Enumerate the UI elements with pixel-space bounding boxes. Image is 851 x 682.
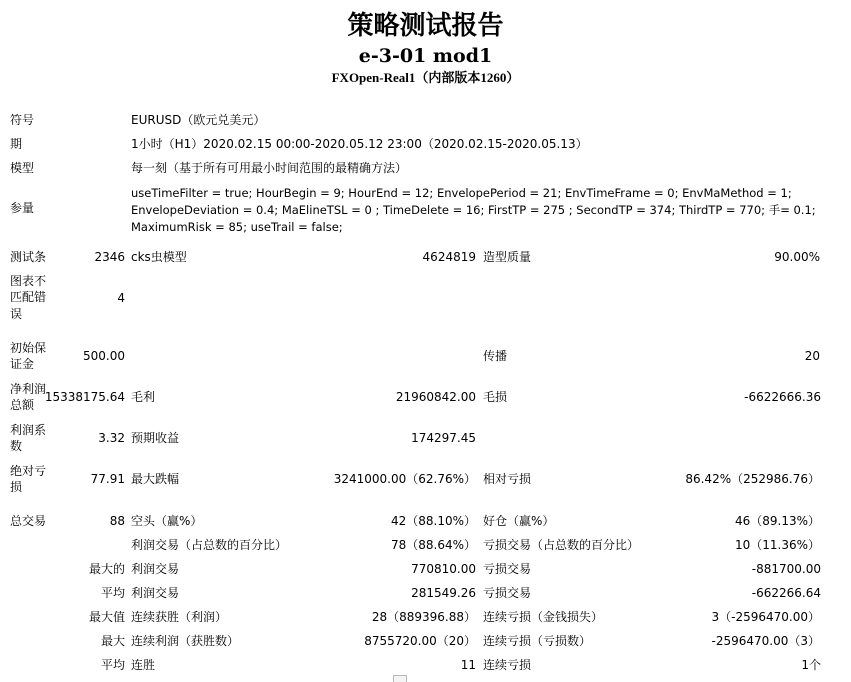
errors-value: 4 — [117, 291, 125, 305]
server-name: FXOpen-Real1（内部版本1260） — [331, 70, 520, 85]
largest-label: 最大的 — [88, 562, 125, 576]
avgcons-wins-value: 11 — [460, 658, 476, 672]
deposit-label-1: 初始保 — [10, 341, 47, 355]
ticks-value: 4624819 — [422, 250, 476, 264]
period-label: 期 — [10, 137, 23, 151]
reldd-label: 相对亏损 — [483, 472, 532, 486]
symbol-label: 符号 — [10, 113, 35, 127]
deposit-value: 500.00 — [83, 349, 125, 363]
spread-label: 传播 — [483, 349, 508, 363]
absdd-label-2: 损 — [10, 480, 23, 494]
pf-value: 3.32 — [98, 431, 125, 445]
avgcons-losses-label: 连续亏损 — [483, 658, 532, 672]
largest-profit-value: 770810.00 — [411, 562, 476, 576]
average-label: 平均 — [100, 586, 125, 600]
loss-trades-value: 10（11.36%） — [734, 538, 820, 552]
maxcons-losses-label: 连续亏损（金钱损失） — [483, 610, 604, 624]
maximal-loss-value: -2596470.00（3） — [711, 634, 820, 648]
params-label: 参量 — [10, 201, 35, 215]
params-line-2: EnvelopeDeviation = 0.4; MaElineTSL = 0 ; TimeDelete = 16; FirstTP = 275 ; SecondTP = 374; ThirdTP = 770; 手= 0.1; — [131, 203, 816, 217]
pf-label-1: 利润系 — [10, 423, 47, 437]
absdd-label-1: 绝对亏 — [10, 464, 47, 478]
maxcons-losses-value: 3（-2596470.00） — [711, 610, 820, 624]
absdd-value: 77.91 — [90, 472, 125, 486]
average-loss-label: 亏损交易 — [483, 586, 532, 600]
symbol-value: EURUSD（欧元兑美元） — [131, 113, 266, 127]
maximal-profit-value: 8755720.00（20） — [364, 634, 476, 648]
average-profit-label: 利润交易 — [131, 586, 180, 600]
expected-value: 174297.45 — [411, 431, 476, 445]
bars-label: 测试条 — [10, 250, 47, 264]
loss-trades-label: 亏损交易（占总数的百分比） — [483, 538, 640, 552]
deposit-label-2: 证金 — [10, 357, 35, 371]
quality-value: 90.00% — [774, 250, 820, 264]
netprofit-label-2: 总额 — [10, 398, 35, 412]
average-loss-value: -662266.64 — [751, 586, 821, 600]
grossloss-value: -6622666.36 — [744, 390, 821, 404]
avgcons-label: 平均 — [100, 658, 125, 672]
ticks-label: cks虫模型 — [131, 250, 187, 264]
maximal-label: 最大 — [100, 634, 125, 648]
params-line-1: useTimeFilter = true; HourBegin = 9; HourEnd = 12; EnvelopePeriod = 21; EnvTimeFrame = 0; EnvMaMethod = 1; — [131, 186, 792, 200]
short-value: 42（88.10%） — [390, 514, 476, 528]
profit-trades-label: 利润交易（占总数的百分比） — [131, 538, 288, 552]
total-trades-value: 88 — [109, 514, 125, 528]
errors-label-2: 匹配错 — [10, 290, 47, 304]
maxdd-value: 3241000.00（62.76%） — [333, 472, 476, 486]
maximal-profit-label: 连续利润（获胜数） — [131, 634, 240, 648]
errors-label-1: 图表不 — [10, 274, 47, 288]
report-title: 策略测试报告 — [347, 11, 504, 41]
errors-label-3: 误 — [10, 307, 23, 321]
long-value: 46（89.13%） — [734, 514, 820, 528]
quality-label: 造型质量 — [483, 250, 532, 264]
maxdd-label: 最大跌幅 — [131, 472, 180, 486]
spread-value: 20 — [804, 349, 820, 363]
maxcons-label: 最大值 — [88, 610, 125, 624]
netprofit-value: 15338175.64 — [44, 390, 125, 404]
reldd-value: 86.42%（252986.76） — [685, 472, 820, 486]
grossprofit-label: 毛利 — [131, 390, 156, 404]
grossprofit-value: 21960842.00 — [395, 390, 476, 404]
params-line-3: MaximumRisk = 85; useTrail = false; — [131, 220, 343, 234]
maxcons-wins-label: 连续获胜（利润） — [131, 610, 228, 624]
grossloss-label: 毛损 — [483, 390, 508, 404]
maxcons-wins-value: 28（889396.88） — [371, 610, 476, 624]
profit-trades-value: 78（88.64%） — [390, 538, 476, 552]
avgcons-wins-label: 连胜 — [131, 658, 156, 672]
long-label: 好仓（赢%） — [483, 514, 555, 528]
maximal-loss-label: 连续亏损（亏损数） — [483, 634, 592, 648]
period-value: 1小时（H1）2020.02.15 00:00-2020.05.12 23:00（2020.02.15-2020.05.13） — [131, 137, 588, 151]
largest-profit-label: 利润交易 — [131, 562, 180, 576]
pf-label-2: 数 — [10, 439, 23, 453]
short-label: 空头（赢%） — [131, 514, 203, 528]
netprofit-label-1: 净利润 — [10, 382, 47, 396]
broken-image-icon — [393, 675, 407, 682]
expected-label: 预期收益 — [131, 431, 180, 445]
average-profit-value: 281549.26 — [411, 586, 476, 600]
model-value: 每一刻（基于所有可用最小时间范围的最精确方法） — [131, 161, 408, 175]
largest-loss-value: -881700.00 — [751, 562, 821, 576]
total-trades-label: 总交易 — [10, 514, 47, 528]
expert-name: e-3-01 mod1 — [358, 45, 493, 67]
largest-loss-label: 亏损交易 — [483, 562, 532, 576]
avgcons-losses-value: 1个 — [801, 658, 821, 672]
model-label: 模型 — [10, 161, 35, 175]
bars-value: 2346 — [94, 250, 125, 264]
